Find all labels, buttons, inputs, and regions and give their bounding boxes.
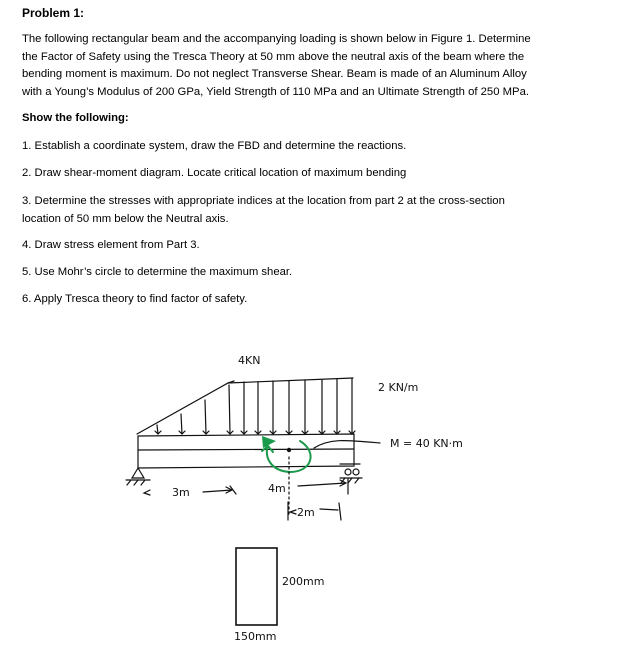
roller-support (340, 464, 362, 483)
task-text: 5. Use Mohr’s circle to determine the maximum shear. (22, 266, 293, 278)
span3-label: 2m (297, 506, 315, 519)
load-envelope (137, 378, 353, 434)
moment-point (287, 448, 291, 452)
cross-section (236, 548, 277, 625)
span2-label: 4m (268, 482, 286, 495)
uniform-load-label: 2 KN/m (378, 381, 419, 394)
problem-line: with a Young’s Modulus of 200 GPa, Yield Strength of 110 MPa and an Ultimate Strength of 250 MPa. (22, 85, 530, 98)
beam-line (138, 449, 354, 450)
task-text: 1. Establish a coordinate system, draw the FBD and determine the reactions. (22, 140, 407, 152)
load-peak-label: 4KN (238, 354, 261, 367)
problem-line: bending moment is maximum. Do not neglect Transverse Shear. Beam is made of an Aluminum Alloy (22, 68, 527, 80)
beam (138, 434, 354, 468)
pin-support (126, 468, 150, 485)
problem-title: Problem 1: (22, 6, 85, 20)
task-text: 6. Apply Tresca theory to find factor of safety. (22, 293, 248, 305)
problem-line: The following rectangular beam and the accompanying loading is shown below in Figure 1. Determine (22, 33, 531, 45)
task-text: 4. Draw stress element from Part 3. (22, 239, 200, 251)
width-label: 150mm (234, 630, 277, 643)
task-text: 3. Determine the stresses with appropriate indices at the location from part 2 at the cross-section (22, 195, 505, 207)
show-heading: Show the following: (22, 112, 129, 124)
load-arrows (155, 378, 355, 434)
moment-label: M = 40 KN·m (390, 437, 463, 450)
height-label: 200mm (282, 575, 325, 588)
moment-leader (314, 441, 380, 448)
task-text: 2. Draw shear-moment diagram. Locate critical location of maximum bending (22, 167, 407, 179)
problem-line: the Factor of Safety using the Tresca Theory at 50 mm above the neutral axis of the beam where the (22, 50, 525, 63)
task-text: location of 50 mm below the Neutral axis. (22, 212, 229, 225)
span1-label: 3m (172, 486, 190, 499)
